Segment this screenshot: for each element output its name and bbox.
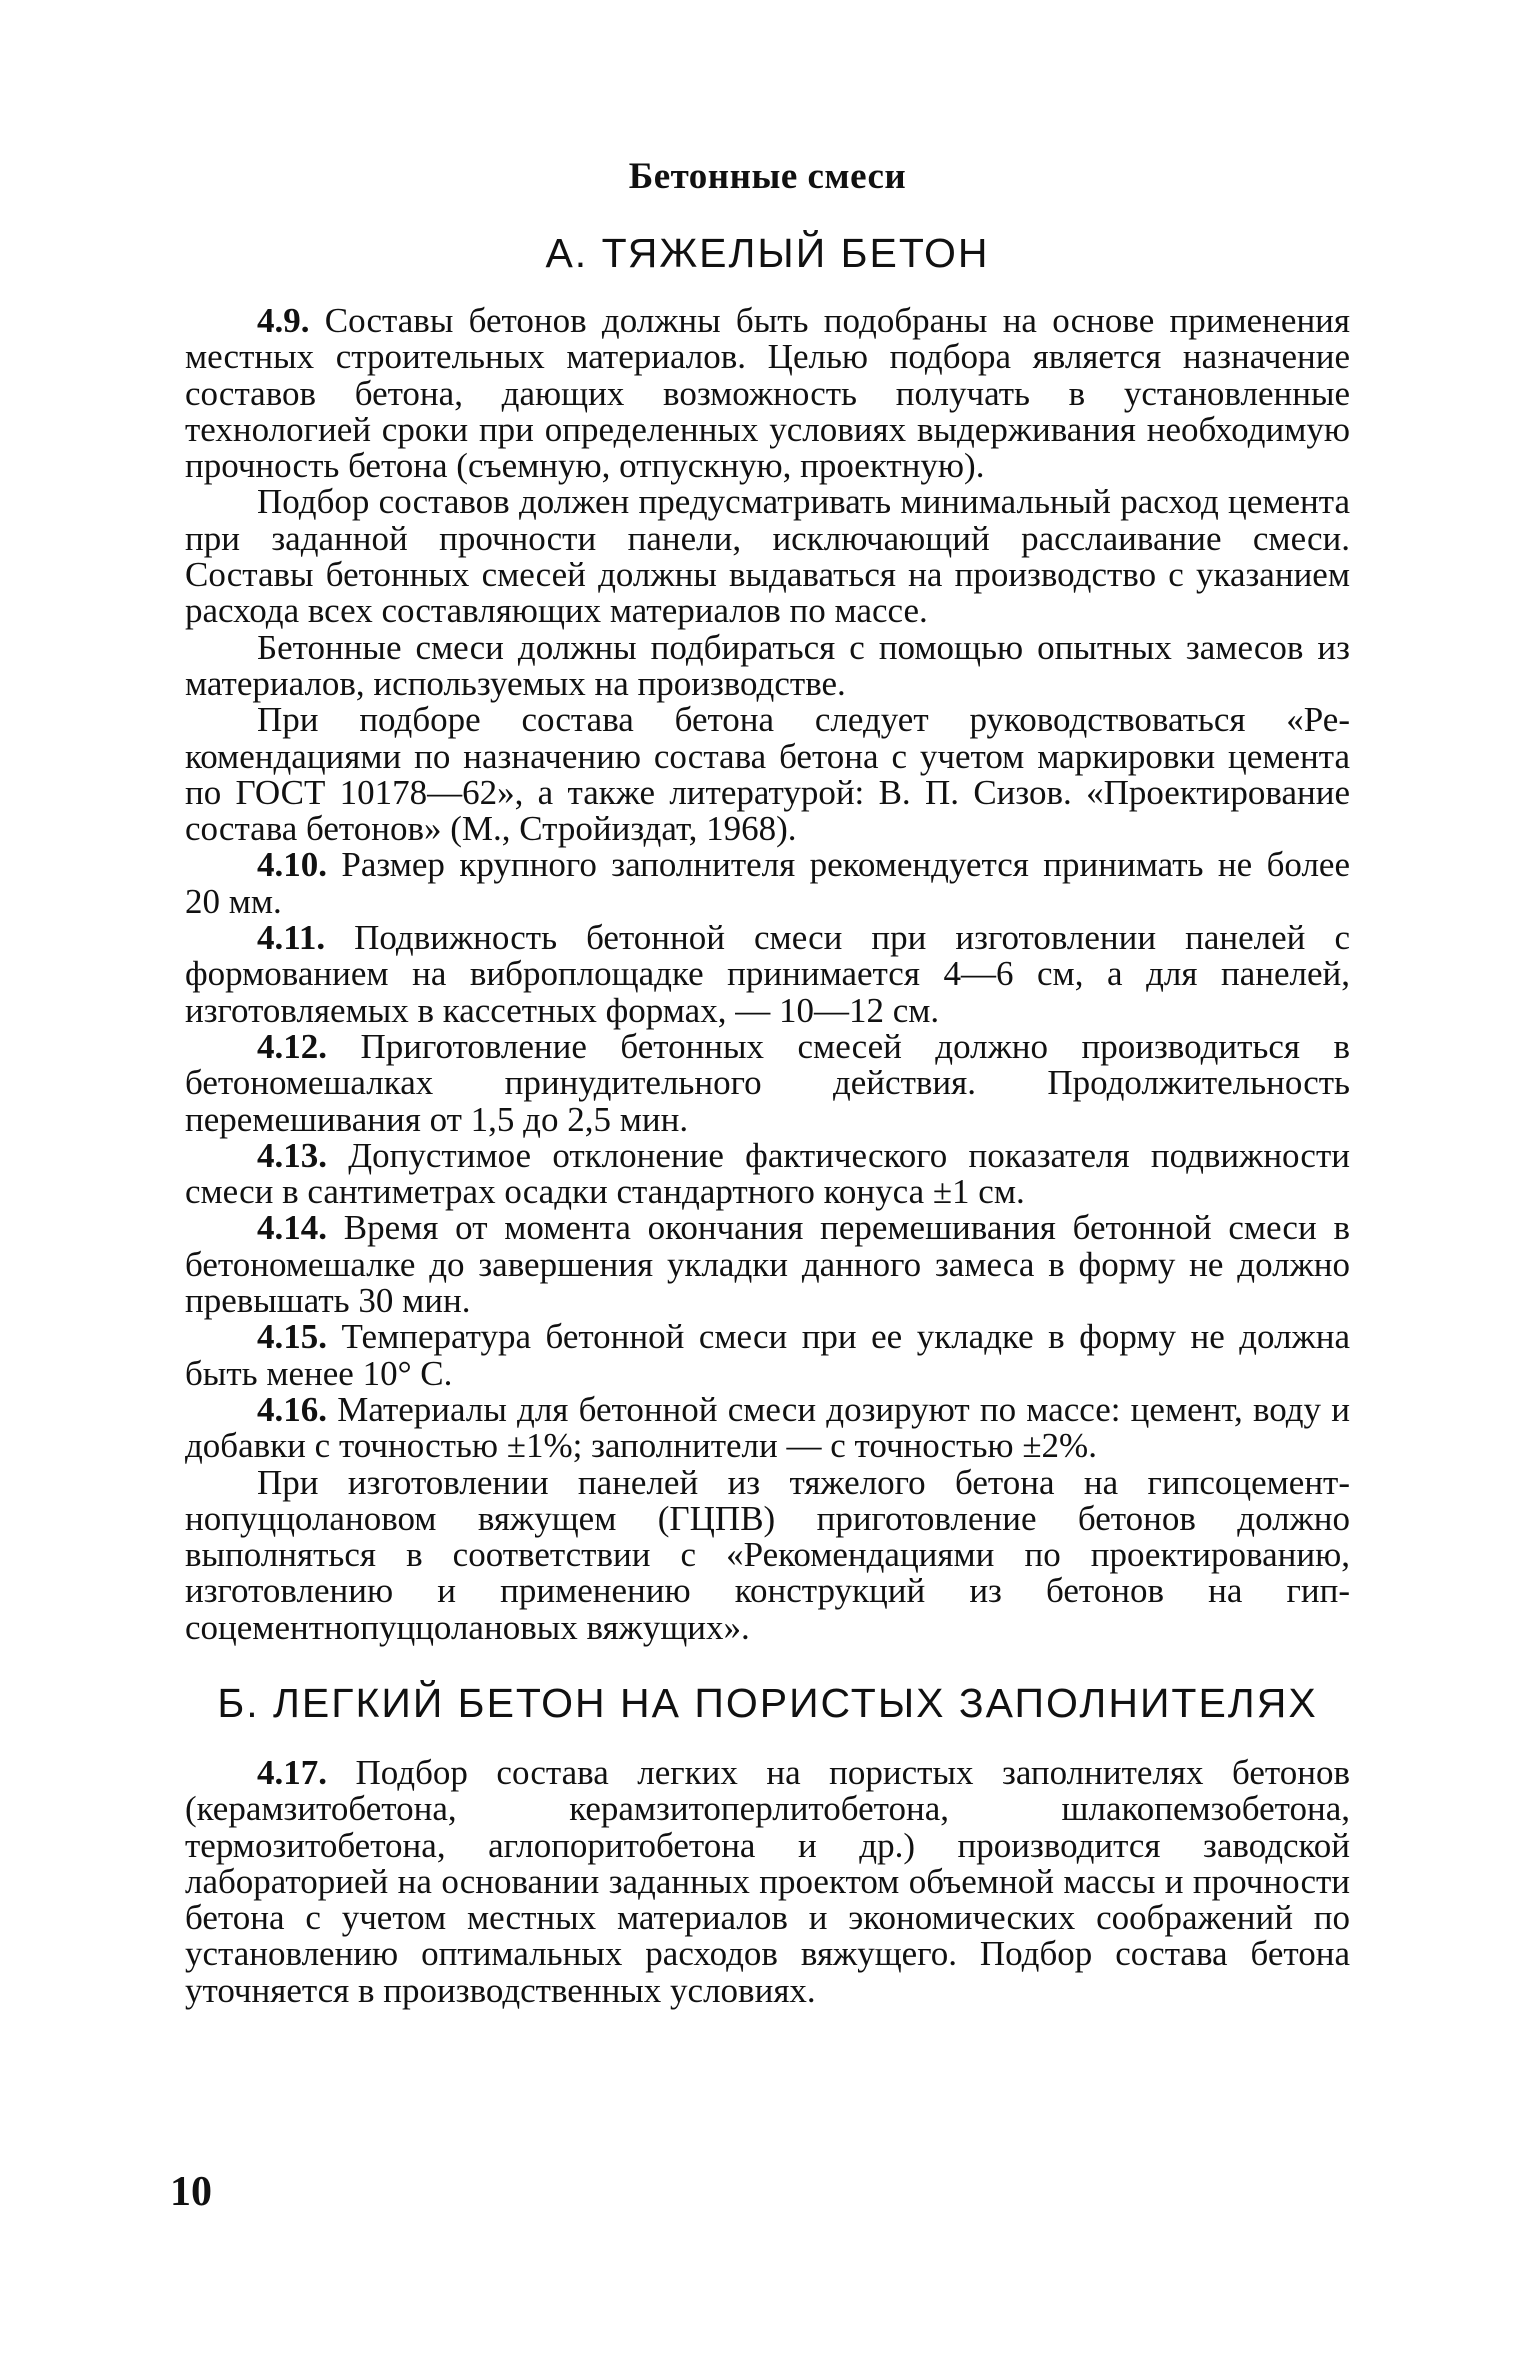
paragraph-text: Допустимое отклонение фактического показателя подвижности смеси в сантиметрах осадки стандартного конуса ±1 см. <box>185 1135 1350 1212</box>
section-b-body <box>185 1752 1350 2010</box>
running-header: Бетонные смеси <box>628 156 907 197</box>
clause-number: 4.13. <box>257 1135 327 1175</box>
paragraph <box>185 1210 1350 1319</box>
paragraph <box>185 1389 1350 1466</box>
paragraph <box>185 1752 1350 2010</box>
section-a-body <box>185 303 1350 1646</box>
clause-number: 4.9. <box>257 301 310 340</box>
clause-number: 4.10. <box>257 845 327 885</box>
paragraph-text: При подборе состава бетона следует руководствоваться «Рекомендациями по назначению состава бетона с учетом маркировки цемента по ГОСТ 10178—62», а также литературой: В. П. Сизов. «Проектирование состава бетонов» (М., Стройиздат, 1968). <box>185 700 1350 849</box>
clause-number: 4.11. <box>257 918 326 958</box>
paragraph <box>185 1135 1350 1212</box>
paragraph <box>185 1319 1350 1392</box>
page-body <box>185 155 1350 2009</box>
paragraph <box>185 920 1350 1029</box>
paragraph-text: Подвижность бетонной смеси при изготовлении панелей с формованием на виброплощадке принимается 4—6 см, а для панелей, изготовляемых в кассетных формах, — 10—12 см. <box>185 918 1350 1030</box>
paragraph <box>185 627 1350 703</box>
paragraph <box>185 303 1350 484</box>
paragraph-text: Подбор составов должен предусматривать минимальный расход цемента при заданной прочности панели, исключающий расслаивание смеси. Составы бетонных смесей должны выдаваться на производство с указанием расхода всех составляющих материалов по массе. <box>185 482 1350 631</box>
paragraph-text: Материалы для бетонной смеси дозируют по массе: цемент, воду и добавки с точностью ±1%; заполнители — с точностью ±2%. <box>185 1389 1350 1466</box>
paragraph-text: Приготовление бетонных смесей должно производиться в бетономешалках принудительного действия. Продолжительность перемешивания от 1,5 до 2,5 мин. <box>185 1026 1350 1139</box>
paragraph-text: Время от момента окончания перемешивания бетонной смеси в бетономешалке до завершения укладки данного замеса в форму не должно превышать 30 мин. <box>185 1208 1350 1321</box>
paragraph <box>185 1026 1350 1139</box>
paragraph-text: Подбор состава легких на пористых заполнителях бетонов (керамзитобетона, керамзитоперлитобетона, шлакопемзобетона, термозитобетона, аглопоритобетона и др.) производится заводской лабораторией на основании заданных проектом объемной массы и прочности бетона с учетом местных материалов и экономических соображений по установлению оптимальных расходов вяжущего. Подбор состава бетона уточняется в производственных условиях. <box>185 1752 1350 2010</box>
clause-number: 4.15. <box>257 1317 327 1357</box>
page-number: 10 <box>170 2169 212 2215</box>
paragraph <box>185 847 1350 920</box>
paragraph <box>185 1462 1350 1647</box>
paragraph-text: Температура бетонной смеси при ее укладке в форму не должна быть менее 10° С. <box>185 1317 1350 1393</box>
paragraph <box>185 702 1350 847</box>
paragraph-text: При изготовлении панелей из тяжелого бетона на гипсоцементнопуццолановом вяжущем (ГЦПВ) приготовление бетонов должно выполняться в соответствии с «Рекомендациями по проектированию, изготовлению и применению конструкций из бетонов на гипсоцементнопуццолановых вяжущих». <box>185 1462 1350 1647</box>
clause-number: 4.17. <box>257 1752 327 1792</box>
paragraph-text: Размер крупного заполнителя рекомендуется принимать не более 20 мм. <box>185 845 1350 921</box>
paragraph-text: Бетонные смеси должны подбираться с помощью опытных замесов из материалов, используемых на производстве. <box>185 627 1350 703</box>
paragraph <box>185 484 1350 629</box>
section-b-title: Б. ЛЕГКИЙ БЕТОН НА ПОРИСТЫХ ЗАПОЛНИТЕЛЯХ <box>217 1679 1318 1726</box>
clause-number: 4.14. <box>257 1208 327 1248</box>
paragraph-text: Составы бетонов должны быть подобраны на основе применения местных строительных материалов. Целью подбора является назначение составов бетона, дающих возможность получать в установленные технологией сроки при определенных условиях выдерживания необходимую прочность бетона (съемную, отпускную, проектную). <box>185 301 1350 486</box>
section-a-title: А. ТЯЖЕЛЫЙ БЕТОН <box>545 230 990 276</box>
clause-number: 4.12. <box>257 1026 327 1066</box>
clause-number: 4.16. <box>257 1389 327 1429</box>
